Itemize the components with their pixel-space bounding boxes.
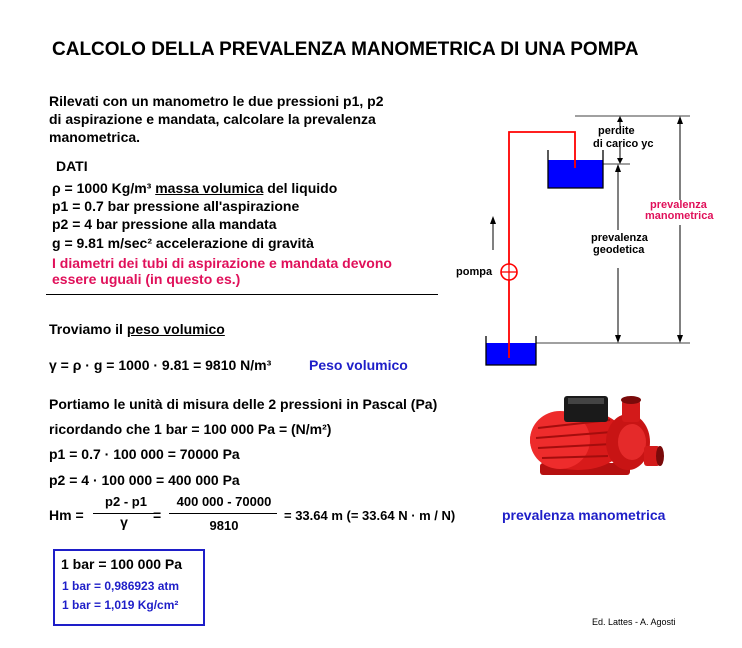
hm-lhs: Hm = — [49, 507, 84, 523]
units-box — [53, 549, 205, 626]
rho-suffix: del liquido — [263, 180, 338, 196]
prev-man-label-1: prevalenza — [650, 199, 707, 211]
intro-line-2: di aspirazione e mandata, calcolare la prevalenza — [49, 111, 376, 127]
prev-geo-label-2: geodetica — [593, 244, 645, 256]
peso-formula: γ = ρ · g = 1000 · 9.81 = 9810 N/m³ — [49, 357, 272, 373]
p2-line: p2 = 4 bar pressione alla mandata — [52, 216, 277, 232]
rho-line — [52, 180, 337, 196]
peso-heading-prefix: Troviamo il — [49, 321, 127, 337]
hm-num-1: p2 - p1 — [105, 494, 147, 509]
page-title: CALCOLO DELLA PREVALENZA MANOMETRICA DI UNA POMPA — [52, 39, 639, 60]
rho-desc: massa volumica — [155, 180, 264, 196]
pump-image — [520, 378, 670, 496]
hm-result: = 33.64 m (= 33.64 N · m / N) — [284, 508, 456, 523]
intro-line-1: Rilevati con un manometro le due pressioni p1, p2 — [49, 93, 384, 109]
peso-heading-term: peso volumico — [126, 321, 225, 337]
intro-line-3: manometrica. — [49, 129, 141, 145]
credit: Ed. Lattes - A. Agosti — [592, 617, 676, 627]
hm-eq: = — [153, 507, 162, 523]
pompa-label: pompa — [456, 266, 493, 278]
dati-heading: DATI — [56, 158, 88, 174]
divider — [46, 294, 438, 295]
conversion-line-2: ricordando che 1 bar = 100 000 Pa = (N/m²) — [49, 421, 332, 437]
perdite-label-1: perdite — [598, 125, 635, 137]
p1-line: p1 = 0.7 bar pressione all'aspirazione — [52, 198, 300, 214]
conversion-p2: p2 = 4 · 100 000 = 400 000 Pa — [49, 472, 240, 488]
hm-num-2: 400 000 - 70000 — [176, 494, 272, 509]
units-line-2: 1 bar = 0,986923 atm — [62, 579, 180, 593]
units-line-3: 1 bar = 1,019 Kg/cm² — [62, 598, 179, 612]
rho-prefix: ρ = 1000 Kg/m³ — [52, 180, 152, 196]
peso-label: Peso volumico — [309, 357, 408, 373]
hm-den-1: γ — [120, 514, 128, 530]
lower-tank-water — [486, 343, 536, 365]
note-line-2: essere uguali (in questo es.) — [52, 271, 241, 287]
units-line-1: 1 bar = 100 000 Pa — [61, 556, 183, 572]
g-line: g = 9.81 m/sec² accelerazione di gravità — [52, 235, 314, 251]
hm-den-2: 9810 — [209, 518, 239, 533]
conversion-line-1: Portiamo le unità di misura delle 2 pressioni in Pascal (Pa) — [49, 396, 438, 412]
pump-caption: prevalenza manometrica — [502, 507, 666, 523]
prev-geo-label-1: prevalenza — [591, 232, 648, 244]
conversion-p1: p1 = 0.7 · 100 000 = 70000 Pa — [49, 446, 240, 462]
prev-man-label-2: manometrica — [645, 210, 714, 222]
hm-fraction-line-2 — [169, 513, 277, 514]
note-line-1: I diametri dei tubi di aspirazione e mandata devono — [52, 255, 392, 271]
perdite-label-2: di carico yc — [593, 138, 654, 150]
peso-heading — [49, 321, 225, 337]
